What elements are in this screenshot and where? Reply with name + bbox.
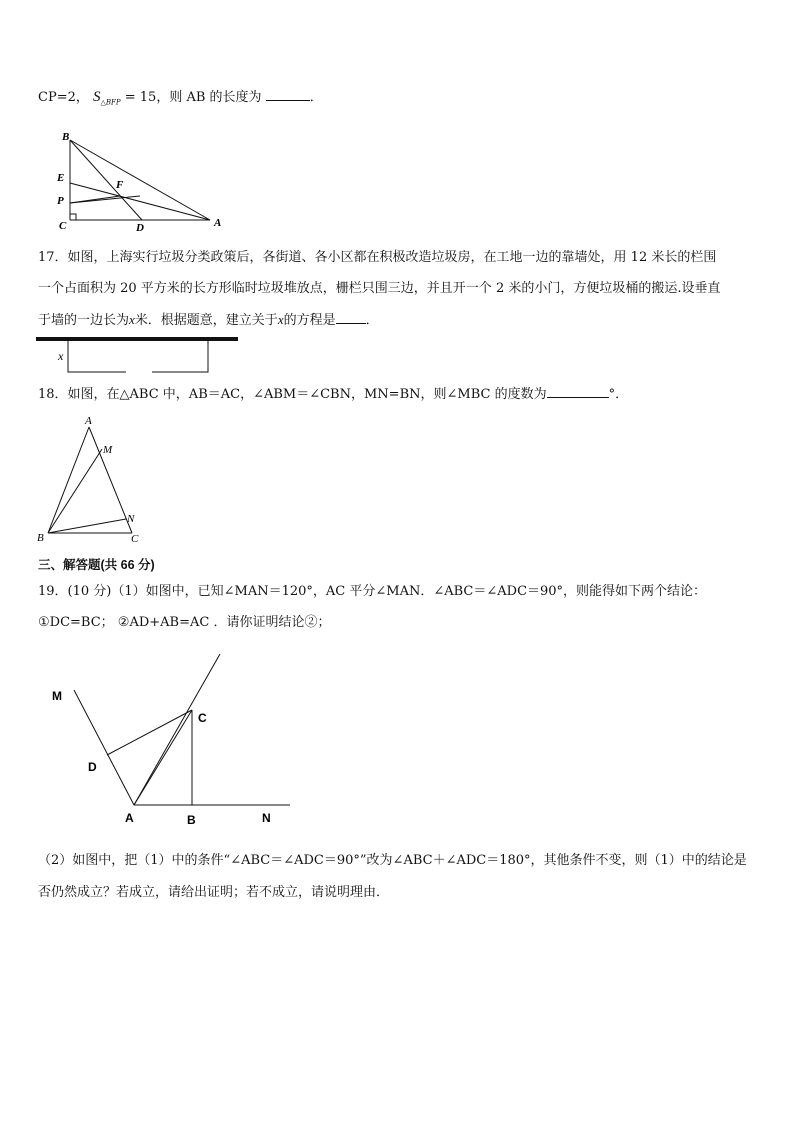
answer-blank-17[interactable] <box>336 311 366 324</box>
q16-end: ． <box>309 90 323 105</box>
q17-line3-a: 于墙的一边长为 <box>38 313 130 328</box>
figure-16 <box>50 128 250 238</box>
label-c: C <box>198 711 207 725</box>
answer-blank-18[interactable] <box>547 385 609 398</box>
q16-tail-line <box>38 88 323 112</box>
q17-line3-c: 的方程是 <box>283 313 336 328</box>
label-x: x <box>58 349 64 363</box>
figure-17 <box>36 337 246 377</box>
label-b: B <box>62 131 70 143</box>
var-x: x <box>277 312 284 327</box>
label-d: D <box>88 760 97 774</box>
label-e: E <box>57 172 65 184</box>
q19-line2: ①DC=BC； ②AD+AB=AC ．请你证明结论②； <box>38 615 331 630</box>
q19-part2-line2: 否仍然成立？若成立，请给出证明；若不成立，请说明理由． <box>38 885 390 900</box>
label-m: M <box>52 689 62 703</box>
answer-blank-16[interactable] <box>266 88 310 101</box>
label-f: F <box>116 179 124 191</box>
label-a: A <box>85 415 92 427</box>
var-x: x <box>129 312 135 327</box>
q16-prefix: CP=2， <box>38 90 89 105</box>
label-a: A <box>214 217 222 229</box>
label-n: N <box>262 811 271 825</box>
q19-part2-line1: （2）如图中，把（1）中的条件“∠ABC＝∠ADC＝90°”改为∠ABC＋∠ADC＝180°，其他条件不变，则（1）中的结论是 <box>38 853 747 868</box>
q16-suffix: ，则 AB 的长度为 <box>156 90 262 105</box>
q17-line1: 17．如图，上海实行垃圾分类政策后，各街道、各小区都在积极改造垃圾房，在工地一边的靠墙处，用 12 米长的栏围 <box>38 250 717 265</box>
section-3-heading: 三、解答题(共 66 分) <box>38 558 155 572</box>
label-b: B <box>187 813 196 827</box>
q17-line3-b: 米．根据题意，建立关于 <box>134 313 278 328</box>
q19-line1: 19．(10 分)（1）如图中，已知∠MAN＝120°，AC 平分∠MAN．∠ABC＝∠ADC＝90°，则能得如下两个结论： <box>38 584 707 599</box>
q17-line3 <box>38 311 379 330</box>
q17-line2: 一个占面积为 20 平方米的长方形临时垃圾堆放点，栅栏只围三边，并且开一个 2 米的小门，方便垃圾桶的搬运.设垂直 <box>38 281 721 296</box>
q17-end: ． <box>365 313 379 328</box>
area-symbol: S <box>93 89 101 105</box>
q18-line <box>38 385 628 404</box>
figure-18 <box>34 413 154 543</box>
figure-19 <box>40 650 300 850</box>
label-n: N <box>127 513 135 525</box>
wall <box>36 337 238 341</box>
area-equation: = 15 <box>124 90 157 105</box>
label-p: P <box>57 195 64 207</box>
area-subscript: △BFP <box>100 98 121 107</box>
label-m: M <box>103 444 113 456</box>
label-c: C <box>131 533 139 545</box>
label-c: C <box>59 220 67 232</box>
q18-text: 18．如图，在△ABC 中，AB＝AC，∠ABM＝∠CBN，MN=BN，则∠MBC 的度数为 <box>38 387 547 402</box>
label-a: A <box>125 811 134 825</box>
label-b: B <box>37 532 44 544</box>
label-d: D <box>136 222 144 234</box>
q18-end: °． <box>608 387 629 402</box>
